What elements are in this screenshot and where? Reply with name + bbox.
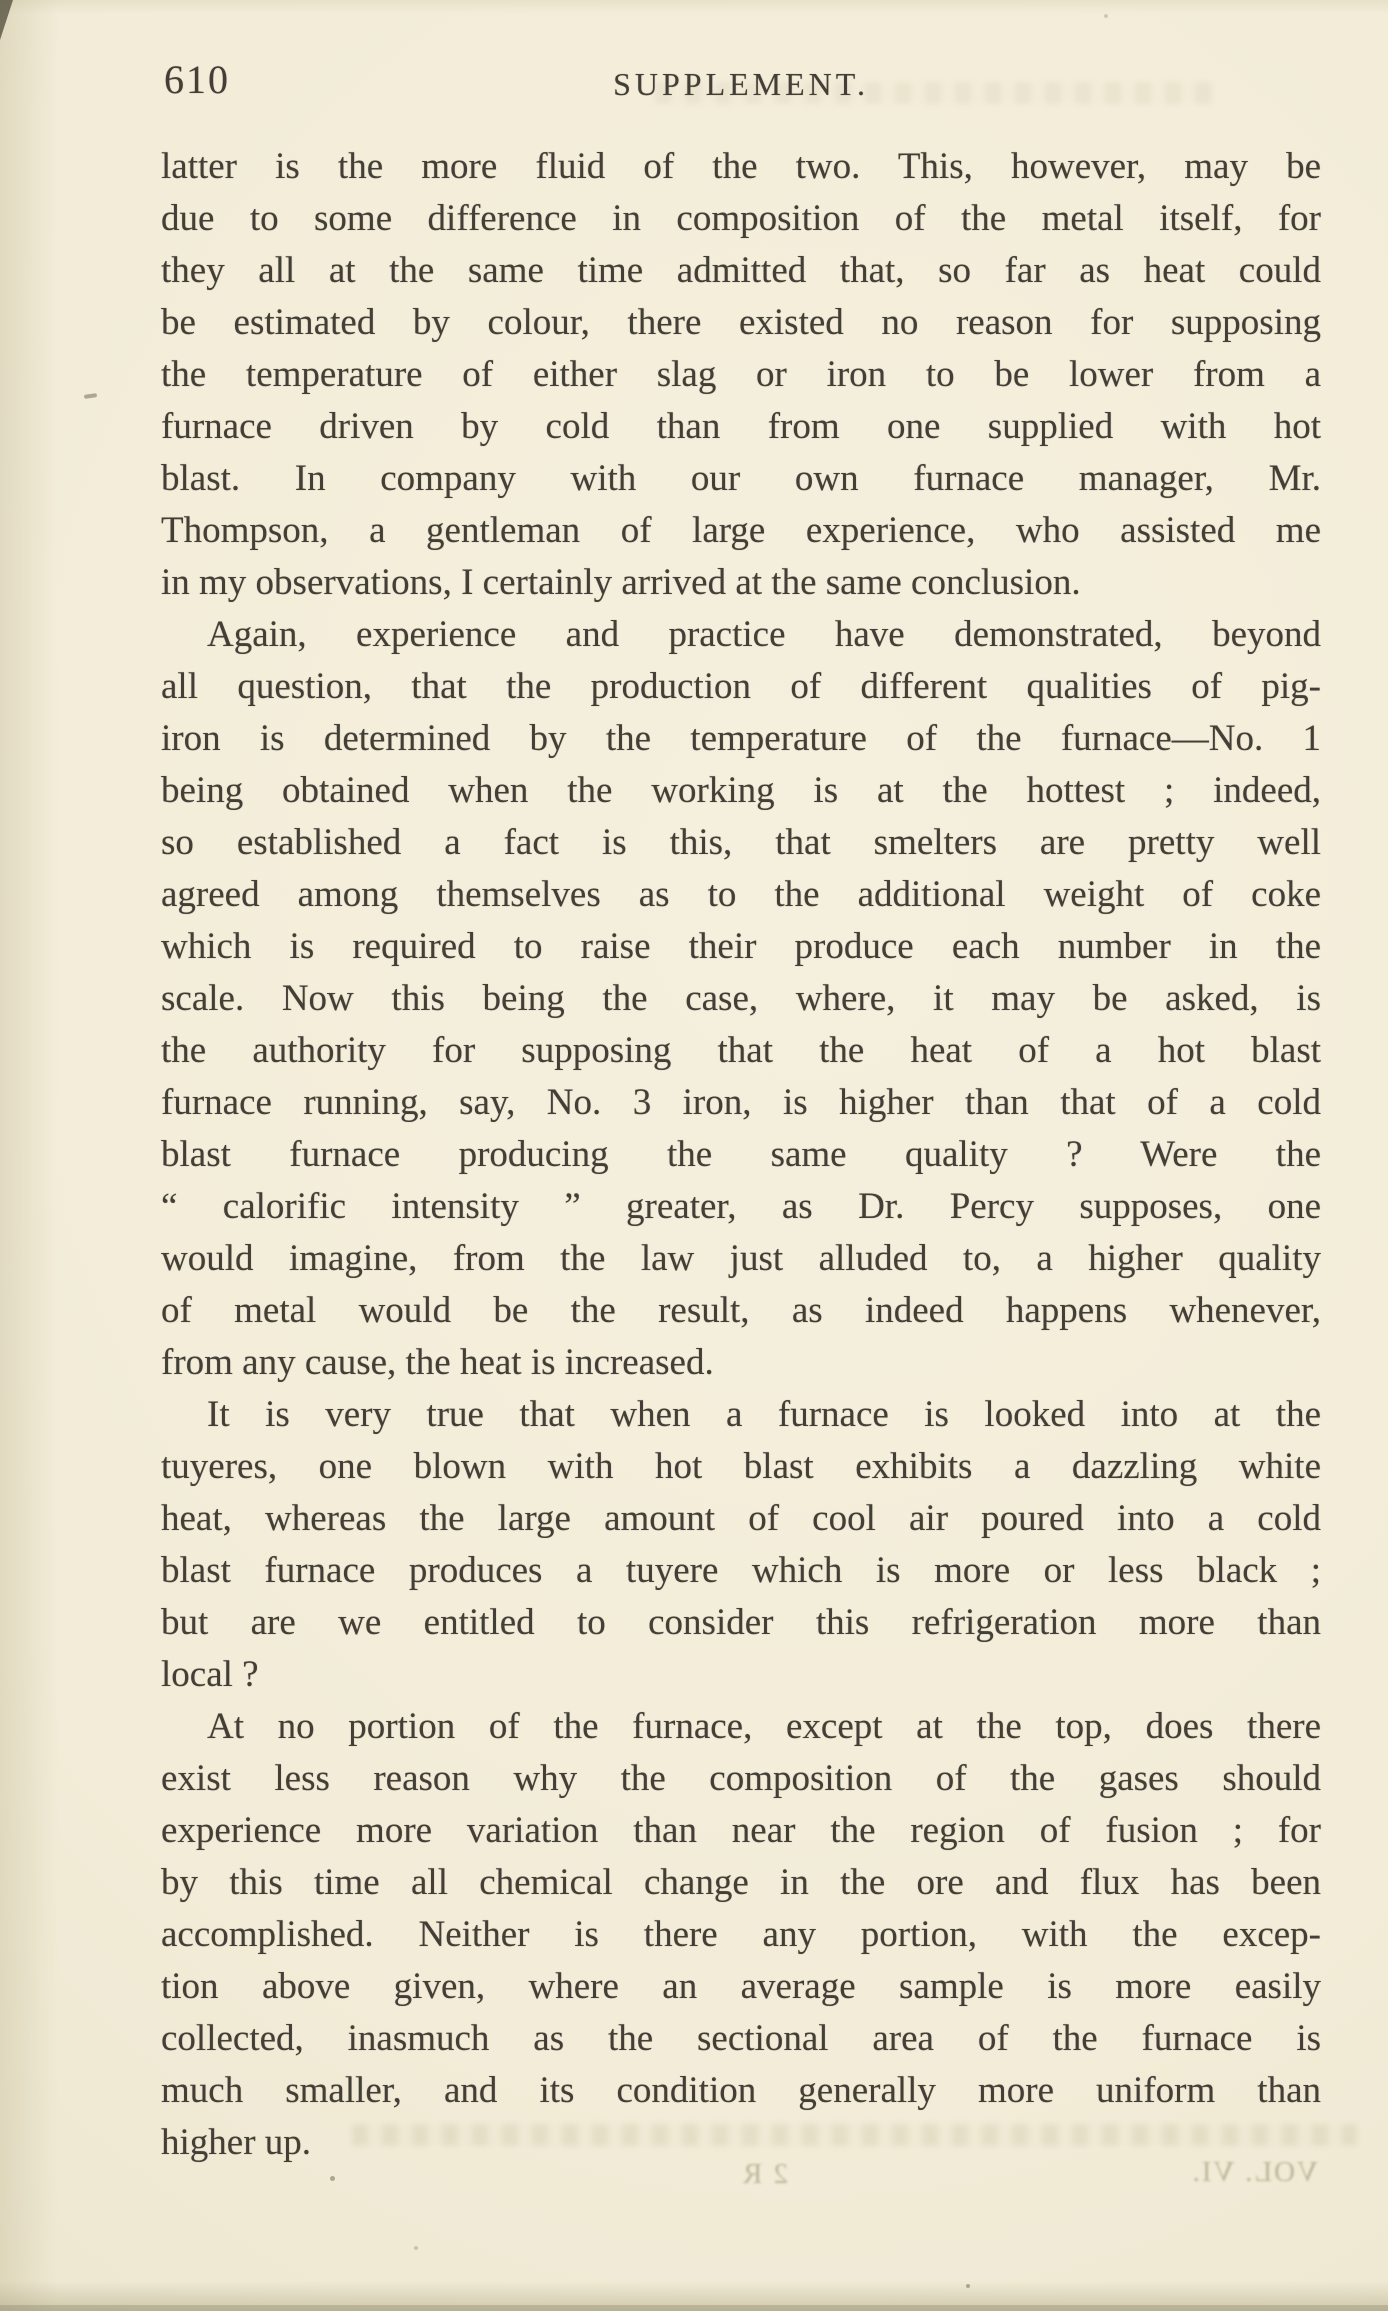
text-line: much smaller, and its condition generally more uniform than (161, 2070, 1321, 2111)
text-line: they all at the same time admitted that, so far as heat could (161, 250, 1321, 291)
scan-speck (84, 393, 97, 399)
page-left-edge-shading (0, 0, 58, 2311)
text-line: blast. In company with our own furnace manager, Mr. (161, 458, 1321, 499)
text-line: “ calorific intensity ” greater, as Dr. Percy supposes, one (161, 1186, 1321, 1227)
scan-speck (1104, 14, 1108, 18)
text-line: due to some difference in composition of the metal itself, for (161, 198, 1321, 239)
text-line: scale. Now this being the case, where, it may be asked, is (161, 978, 1321, 1019)
text-line: blast furnace producing the same quality ? Were the (161, 1134, 1321, 1175)
text-line: Thompson, a gentleman of large experience, who assisted me (161, 510, 1321, 551)
text-line: the temperature of either slag or iron to be lower from a (161, 354, 1321, 395)
page-body-text (161, 141, 1321, 2169)
text-line: agreed among themselves as to the additional weight of coke (161, 874, 1321, 915)
text-line: but are we entitled to consider this refrigeration more than (161, 1602, 1321, 1643)
text-line: iron is determined by the temperature of the furnace—No. 1 (161, 718, 1321, 759)
paragraph (161, 1701, 1321, 2169)
running-title: SUPPLEMENT. (613, 66, 869, 102)
text-line: which is required to raise their produce each number in the (161, 926, 1321, 967)
text-line: latter is the more fluid of the two. This, however, may be (161, 146, 1321, 187)
text-line: of metal would be the result, as indeed happens whenever, (161, 1290, 1321, 1331)
scan-corner-artifact (0, 0, 13, 40)
text-line: Again, experience and practice have demonstrated, beyond (207, 614, 1321, 655)
paragraph (161, 1389, 1321, 1701)
page-top-edge-shading (0, 0, 1388, 14)
text-line: local ? (161, 1654, 259, 1695)
text-line: blast furnace produces a tuyere which is more or less black ; (161, 1550, 1321, 1591)
page-bottom-edge-line (0, 2305, 1388, 2311)
scan-speck (414, 2246, 418, 2250)
show-through-smudge-bottom (352, 2124, 1357, 2146)
text-line: higher up. (161, 2122, 312, 2163)
text-line: all question, that the production of different qualities of pig- (161, 666, 1321, 707)
text-line: exist less reason why the composition of the gases should (161, 1758, 1321, 1799)
paragraph (161, 609, 1321, 1389)
text-line: tion above given, where an average sample is more easily (161, 1966, 1321, 2007)
show-through-volume-mark: VOL. VI. (1190, 2156, 1318, 2188)
page-number: 610 (164, 57, 230, 102)
paragraph (161, 141, 1321, 609)
text-line: experience more variation than near the region of fusion ; for (161, 1810, 1321, 1851)
text-line: It is very true that when a furnace is looked into at the (207, 1394, 1321, 1435)
text-line: would imagine, from the law just alluded to, a higher quality (161, 1238, 1321, 1279)
text-line: furnace driven by cold than from one supplied with hot (161, 406, 1321, 447)
text-line: by this time all chemical change in the ore and flux has been (161, 1862, 1321, 1903)
show-through-signature-mark: 2 R (740, 2158, 788, 2190)
text-line: tuyeres, one blown with hot blast exhibits a dazzling white (161, 1446, 1321, 1487)
text-line: so established a fact is this, that smelters are pretty well (161, 822, 1321, 863)
text-line: furnace running, say, No. 3 iron, is higher than that of a cold (161, 1082, 1321, 1123)
text-line: be estimated by colour, there existed no reason for supposing (161, 302, 1321, 343)
text-line: heat, whereas the large amount of cool air poured into a cold (161, 1498, 1321, 1539)
text-line: in my observations, I certainly arrived at the same conclusion. (161, 562, 1081, 603)
text-line: being obtained when the working is at the hottest ; indeed, (161, 770, 1321, 811)
text-line: the authority for supposing that the heat of a hot blast (161, 1030, 1321, 1071)
scan-speck (330, 2176, 335, 2181)
text-line: accomplished. Neither is there any portion, with the excep- (161, 1914, 1321, 1955)
text-line: from any cause, the heat is increased. (161, 1342, 714, 1383)
text-line: At no portion of the furnace, except at the top, does there (207, 1706, 1321, 1747)
text-line: collected, inasmuch as the sectional area of the furnace is (161, 2018, 1321, 2059)
